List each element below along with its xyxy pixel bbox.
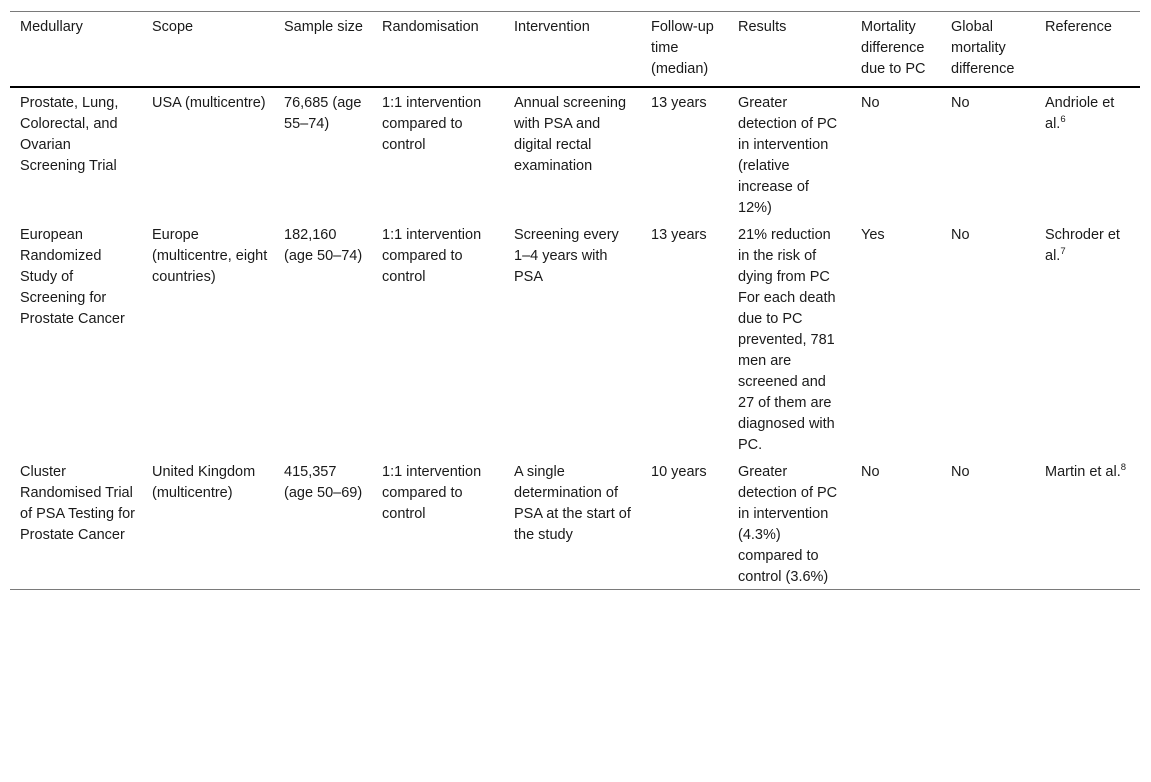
results-extra-text: For each death due to PC prevented, 781 men are screened and 27 of them are diagnosed with PC. [738,290,836,453]
table-row [10,87,1140,220]
cell-sample-size: 182,160 (age 50–74) [284,227,363,264]
header-follow-up: Follow-up time (median) [651,19,714,77]
cell-global-mortality-difference: No [951,95,970,111]
cell-sample-size: 76,685 (age 55–74) [284,95,362,132]
header-global-mortality-difference: Global mortality difference [951,19,1015,77]
cell-global-mortality-difference: No [951,227,970,243]
reference-citation-number[interactable]: 6 [1060,114,1066,125]
table-header-row [10,12,1140,88]
header-results: Results [738,19,787,35]
cell-pc-mortality-difference: No [861,95,880,111]
cell-scope: USA (multicentre) [152,95,266,111]
cell-intervention: A single determination of PSA at the start of the study [514,464,631,543]
cell-results [728,457,851,590]
cell-pc-mortality-difference: Yes [861,227,885,243]
header-randomisation: Randomisation [382,19,479,35]
header-intervention: Intervention [514,19,590,35]
cell-scope: United Kingdom (multicentre) [152,464,256,501]
screening-trials-table-container [10,11,1140,590]
header-medullary: Medullary [20,19,83,35]
cell-medullary: Prostate, Lung, Colorectal, and Ovarian Screening Trial [20,95,119,174]
cell-follow-up: 13 years [651,227,707,243]
cell-sample-size: 415,357 (age 50–69) [284,464,363,501]
header-scope: Scope [152,19,194,35]
reference-citation-number[interactable]: 7 [1060,246,1066,257]
cell-reference [1035,457,1140,590]
cell-follow-up: 10 years [651,464,707,480]
table-row [10,457,1140,590]
results-text: Greater detection of PC in intervention (4.3%) compared to control (3.6%) [738,464,838,585]
reference-text: Schroder et al. [1045,227,1120,264]
results-text: Greater detection of PC in intervention (relative increase of 12%) [738,95,838,216]
screening-trials-table [10,11,1140,590]
reference-text: Andriole et al. [1045,95,1115,132]
reference-citation-number[interactable]: 8 [1120,462,1127,473]
cell-intervention: Annual screening with PSA and digital rectal examination [514,95,627,174]
cell-intervention: Screening every 1–4 years with PSA [514,227,619,285]
header-reference: Reference [1045,19,1112,35]
cell-randomisation: 1:1 intervention compared to control [382,95,482,153]
cell-global-mortality-difference: No [951,464,970,480]
reference-text: Martin et al. [1045,464,1121,480]
cell-medullary: Cluster Randomised Trial of PSA Testing for Prostate Cancer [20,464,135,543]
cell-results [728,87,851,220]
cell-follow-up: 13 years [651,95,707,111]
cell-randomisation: 1:1 intervention compared to control [382,227,482,285]
table-row [10,220,1140,457]
header-sample-size: Sample size [284,19,363,35]
cell-pc-mortality-difference: No [861,464,880,480]
cell-reference [1035,220,1140,457]
cell-results [728,220,851,457]
cell-reference [1035,87,1140,220]
header-pc-mortality-difference: Mortality difference due to PC [861,19,926,77]
results-text: 21% reduction in the risk of dying from PC [738,227,831,285]
cell-randomisation: 1:1 intervention compared to control [382,464,482,522]
cell-medullary: European Randomized Study of Screening for Prostate Cancer [20,227,125,327]
cell-scope: Europe (multicentre, eight countries) [152,227,268,285]
